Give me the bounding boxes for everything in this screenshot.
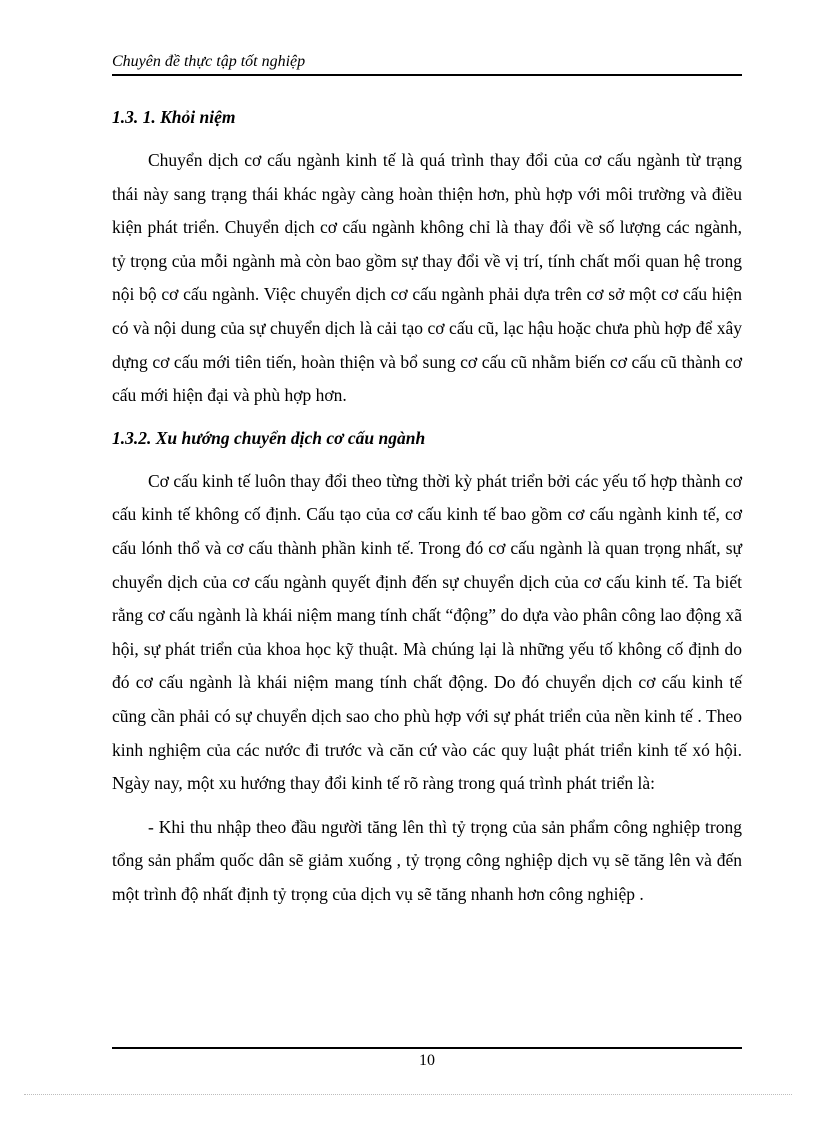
section-heading-1-3-2: 1.3.2. Xu hướng chuyển dịch cơ cấu ngành xyxy=(112,427,426,448)
page-number: 10 xyxy=(419,1052,435,1069)
section-heading-1-3-1: 1.3. 1. Khỏi niệm xyxy=(112,107,236,127)
body-paragraph: Cơ cấu kinh tế luôn thay đổi theo từng thời kỳ phát triển bởi các yếu tố hợp thành cơ cấu kinh tế không cố định. Cấu tạo của cơ cấu kinh tế bao gồm cơ cấu ngành kinh tế, cơ cấu lónh thổ và cơ cấu thành phần kinh tế. Trong đó cơ cấu ngành là quan trọng nhất, sự chuyển dịch của cơ cấu ngành quyết định đến sự chuyển dịch của cơ cấu kinh tế. Ta biết rằng cơ cấu ngành là khái niệm mang tính chất “động” do dựa vào phân công lao động xã hội, sự phát triển của khoa học kỹ thuật. Mà chúng lại là những yếu tố không cố định do đó cơ cấu ngành là khái niệm mang tính chất động. Do đó chuyển dịch cơ cấu kinh tế cũng cần phải có sự chuyển dịch sao cho phù hợp với sự phát triển của nền kinh tế . Theo kinh nghiệm của các nước đi trước và căn cứ vào các quy luật phát triển kinh tế xó hội. Ngày nay, một xu hướng thay đổi kinh tế rõ ràng trong quá trình phát triển là: xyxy=(112,470,742,794)
page-edge-dotted-line xyxy=(24,1094,792,1095)
body-paragraph: Chuyển dịch cơ cấu ngành kinh tế là quá trình thay đổi của cơ cấu ngành từ trạng thái này sang trạng thái khác ngày càng hoàn thiện hơn, phù hợp với môi trường và điều kiện phát triển. Chuyển dịch cơ cấu ngành không chỉ là thay đổi về số lượng các ngành, tỷ trọng của mỗi ngành mà còn bao gồm sự thay đổi về vị trí, tính chất mối quan hệ trong nội bộ cơ cấu ngành. Việc chuyển dịch cơ cấu ngành phải dựa trên cơ sở một cơ cấu hiện có và nội dung của sự chuyển dịch là cải tạo cơ cấu cũ, lạc hậu hoặc chưa phù hợp để xây dựng cơ cấu mới tiên tiến, hoàn thiện và bổ sung cơ cấu cũ nhằm biến cơ cấu cũ thành cơ cấu mới hiện đại và phù hợp hơn. xyxy=(112,150,742,406)
running-header: Chuyên đề thực tập tốt nghiệp xyxy=(112,53,306,70)
header-divider xyxy=(112,74,742,76)
page-content xyxy=(112,100,742,911)
footer-divider xyxy=(112,1047,742,1049)
bullet-paragraph: - Khi thu nhập theo đầu người tăng lên thì tỷ trọng của sản phẩm công nghiệp trong tổng sản phẩm quốc dân sẽ giảm xuống , tỷ trọng công nghiệp dịch vụ sẽ tăng lên và đến một trình độ nhất định tỷ trọng của dịch vụ sẽ tăng nhanh hơn công nghiệp . xyxy=(112,816,742,904)
